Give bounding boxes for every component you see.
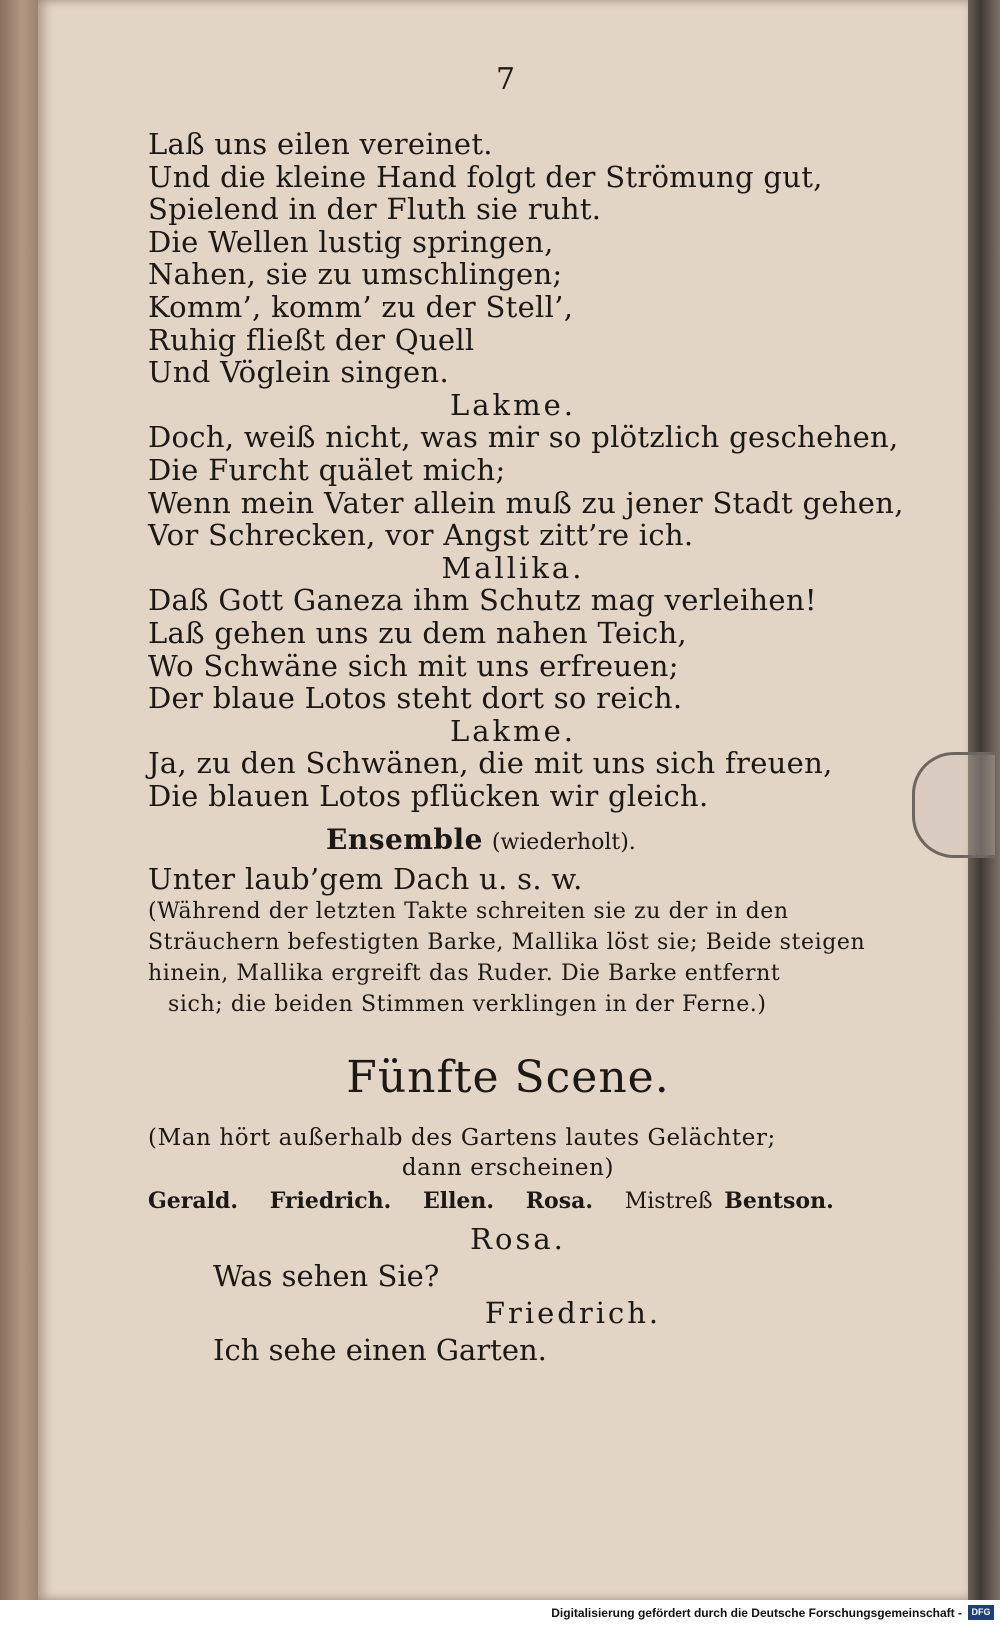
cast-friedrich: Friedrich. bbox=[269, 1188, 392, 1215]
footer-bar bbox=[0, 1600, 1000, 1626]
stage-direction-line: (Während der letzten Takte schreiten sie zu der in den bbox=[148, 899, 789, 925]
verse-line: Doch, weiß nicht, was mir so plötzlich geschehen, bbox=[148, 420, 899, 455]
verse-line: Komm’, komm’ zu der Stell’, bbox=[148, 289, 574, 324]
verse-line: Und die kleine Hand folgt der Strömung gut, bbox=[148, 159, 823, 194]
ensemble-heading bbox=[148, 820, 838, 863]
verse-line: Die blauen Lotos pflücken wir gleich. bbox=[148, 778, 709, 813]
verse-line: Spielend in der Fluth sie ruht. bbox=[148, 192, 602, 227]
scene-direction-line: (Man hört außerhalb des Gartens lautes Gelächter; bbox=[148, 1125, 776, 1152]
cast-list bbox=[148, 1183, 838, 1220]
verse-line: Wenn mein Vater allein muß zu jener Stadt gehen, bbox=[148, 485, 904, 520]
book-page bbox=[38, 0, 973, 1600]
cast-bentson: Bentson. bbox=[724, 1188, 834, 1215]
verse-line: Wo Schwäne sich mit uns erfreuen; bbox=[148, 648, 679, 683]
page-clip bbox=[912, 752, 995, 858]
verse-line: Die Wellen lustig springen, bbox=[148, 224, 554, 259]
speaker-name: Mallika. bbox=[441, 550, 585, 585]
footer-credit: Digitalisierung gefördert durch die Deutsche Forschungsgemeinschaft - bbox=[551, 1606, 962, 1620]
verse-line: Nahen, sie zu umschlingen; bbox=[148, 257, 563, 292]
cast-gerald: Gerald. bbox=[148, 1188, 239, 1215]
verse-line: Laß uns eilen vereinet. bbox=[148, 127, 493, 161]
stage-direction-line: sich; die beiden Stimmen verklingen in der Ferne.) bbox=[168, 992, 767, 1018]
speaker-name: Rosa. bbox=[470, 1222, 566, 1257]
dialog-line: Ich sehe einen Garten. bbox=[213, 1333, 547, 1368]
verse-line: Der blaue Lotos steht dort so reich. bbox=[148, 681, 683, 716]
scene-direction-line: dann erscheinen) bbox=[401, 1155, 615, 1182]
cast-rosa: Rosa. bbox=[525, 1188, 594, 1215]
page-number: 7 bbox=[495, 62, 516, 97]
verse-line: Vor Schrecken, vor Angst zitt’re ich. bbox=[148, 518, 694, 553]
dialog-line: Was sehen Sie? bbox=[213, 1259, 440, 1294]
ensemble-title: Ensemble bbox=[326, 823, 483, 857]
ensemble-note: (wiederholt). bbox=[491, 830, 636, 856]
cast-mistress: Mistreß bbox=[624, 1189, 713, 1215]
verse-line: Ja, zu den Schwänen, die mit uns sich freuen, bbox=[148, 746, 833, 781]
speaker-name: Lakme. bbox=[450, 713, 576, 748]
stage-direction-line: hinein, Mallika ergreift das Ruder. Die Barke entfernt bbox=[148, 961, 781, 987]
verse-line: Daß Gott Ganeza ihm Schutz mag verleihen! bbox=[148, 583, 817, 618]
page-text bbox=[148, 127, 904, 1368]
stage-direction-line: Sträuchern befestigten Barke, Mallika löst sie; Beide steigen bbox=[148, 930, 866, 956]
previous-page-edge bbox=[0, 0, 40, 1600]
dfg-logo: DFG bbox=[968, 1605, 994, 1620]
verse-line: Und Vöglein singen. bbox=[148, 355, 449, 390]
cast-ellen: Ellen. bbox=[422, 1188, 495, 1215]
speaker-name: Lakme. bbox=[450, 387, 576, 422]
scene-title: Fünfte Scene. bbox=[346, 1052, 670, 1104]
verse-line: Laß gehen uns zu dem nahen Teich, bbox=[148, 615, 687, 650]
verse-line: Ruhig fließt der Quell bbox=[148, 322, 475, 357]
verse-line: Unter laub’gem Dach u. s. w. bbox=[148, 862, 583, 897]
speaker-name: Friedrich. bbox=[484, 1296, 662, 1331]
verse-line: Die Furcht quälet mich; bbox=[148, 452, 506, 487]
